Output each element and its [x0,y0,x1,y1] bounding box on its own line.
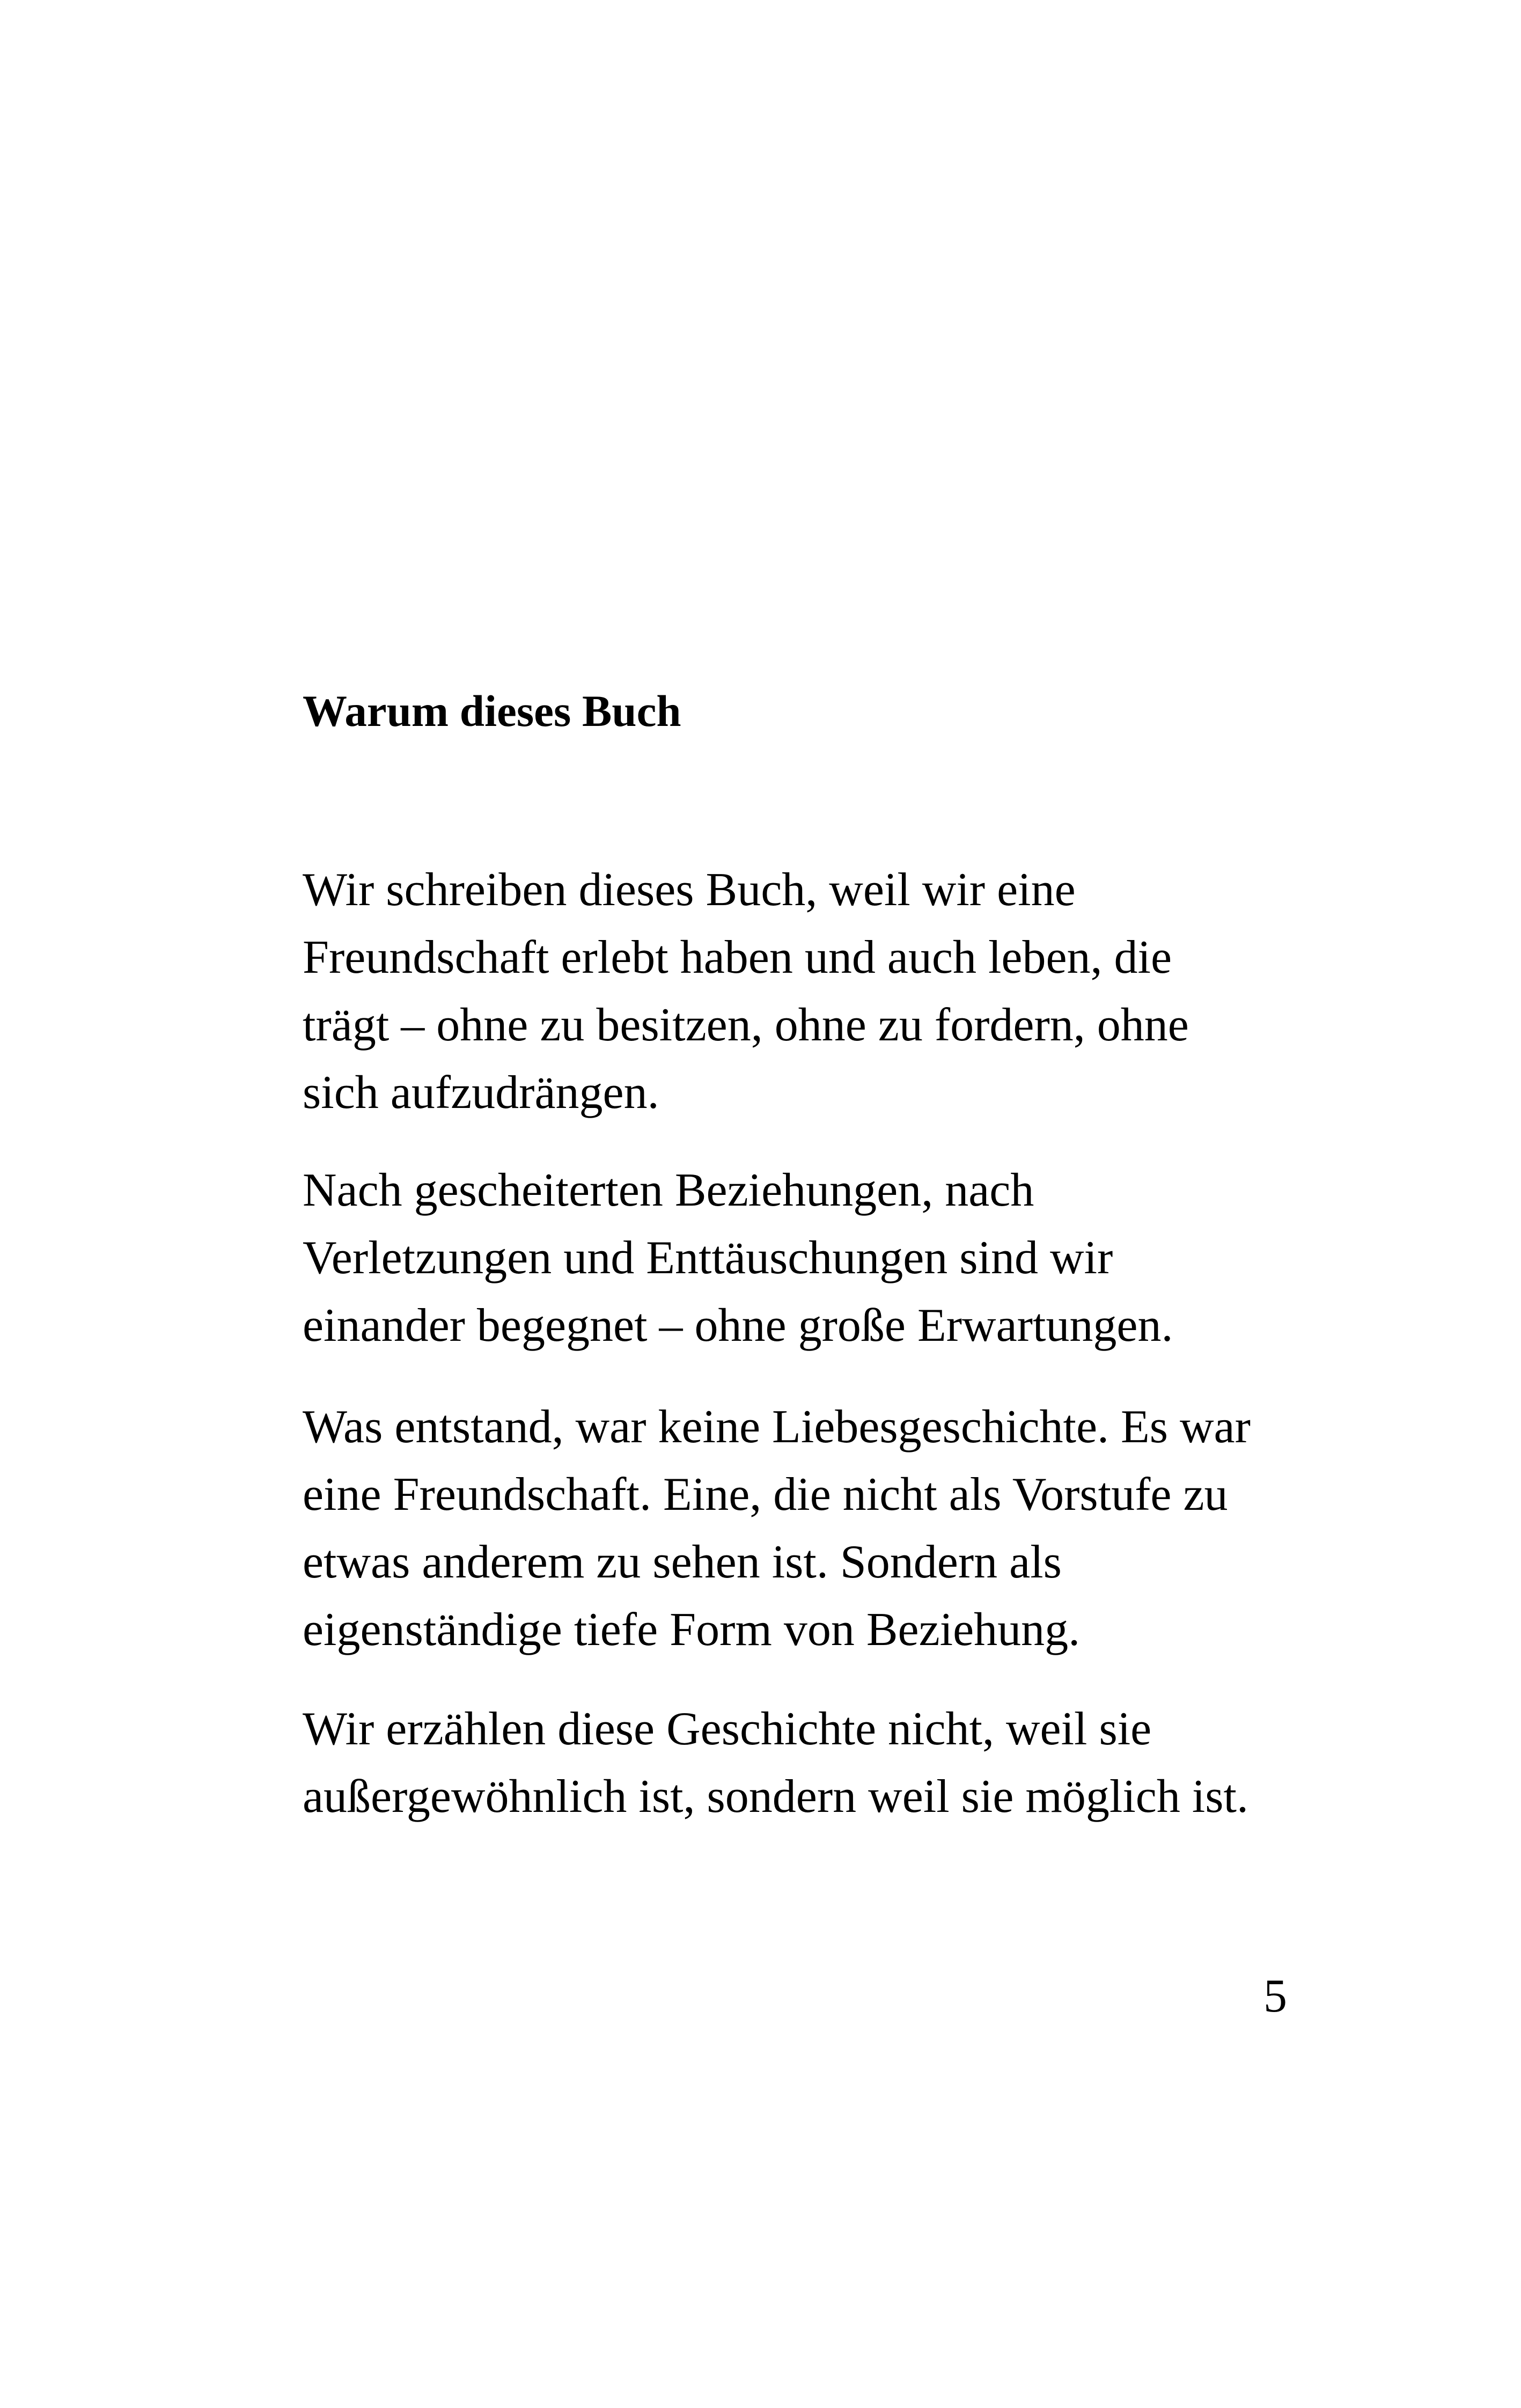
paragraph-2-line-1: Nach gescheiterten Beziehungen, nach [303,1164,1034,1216]
paragraph-3-line-4: eigenständige tiefe Form von Beziehung. [303,1604,1081,1656]
paragraph-3-line-2: eine Freundschaft. Eine, die nicht als Vorstufe zu [303,1469,1228,1521]
paragraph-4-line-1: Wir erzählen diese Geschichte nicht, weil sie [303,1703,1152,1755]
paragraph-3-line-1: Was entstand, war keine Liebesgeschichte. Es war [303,1401,1251,1453]
paragraph-2 [303,1157,1376,1360]
paragraph-4 [303,1695,1376,1831]
paragraph-3-line-3: etwas anderem zu sehen ist. Sondern als [303,1536,1062,1588]
paragraph-1-line-3: trägt – ohne zu besitzen, ohne zu fordern, ohne [303,999,1189,1051]
paragraph-3 [303,1393,1376,1664]
paragraph-4-line-2: außergewöhnlich ist, sondern weil sie möglich ist. [303,1771,1248,1823]
paragraph-1-line-1: Wir schreiben dieses Buch, weil wir eine [303,864,1076,916]
page-number: 5 [1263,1970,1287,2022]
paragraph-2-line-2: Verletzungen und Enttäuschungen sind wir [303,1232,1113,1284]
paragraph-1 [303,856,1376,1127]
chapter-heading: Warum dieses Buch [303,686,681,736]
paragraph-2-line-3: einander begegnet – ohne große Erwartungen. [303,1300,1173,1352]
paragraph-1-line-4: sich aufzudrängen. [303,1067,659,1119]
paragraph-1-line-2: Freundschaft erlebt haben und auch leben, die [303,931,1172,983]
